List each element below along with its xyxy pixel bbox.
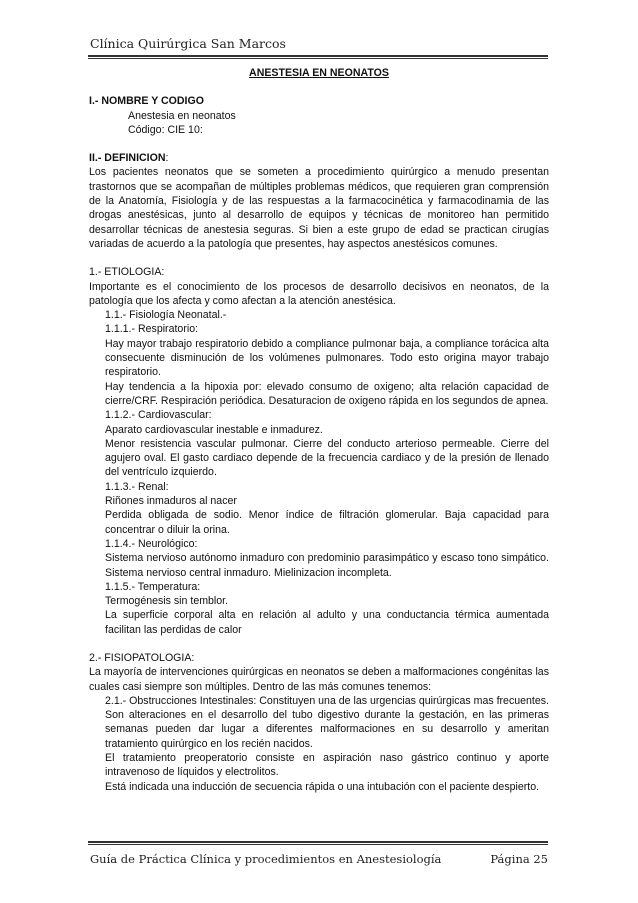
respiratorio-text-1: Hay mayor trabajo respiratorio debido a compliance pulmonar baja, a compliance torácica alta consecuente disminución de los volúmenes pulmonares. Todo esto origina mayor trabajo respiratorio.: [105, 337, 549, 379]
etiologia-subsections: [89, 308, 549, 637]
obstrucciones-intestinales-text: 2.1.- Obstrucciones Intestinales: Constituyen una de las urgencias quirúrgicas mas frecuentes. Son alteraciones en el desarrollo del tubo digestivo durante la gestación, en las primeras semanas pueden dar lugar a diferentes malformaciones en su desarrollo y ameritan tratamiento quirúrgico en los recién nacidos.: [105, 694, 549, 750]
subheading-respiratorio: 1.1.1.- Respiratorio:: [105, 323, 199, 336]
spacer: [89, 137, 549, 151]
section-heading-fisiopatologia: 2.- FISIOPATOLOGIA:: [89, 651, 195, 664]
definicion-text: Los pacientes neonatos que se someten a procedimiento quirúrgico a menudo presentan trastornos que se acompañan de múltiples problemas médicos, que requieren gran comprensión de la Anatomía, Fisiología y de las respuestas a la farmacocinética y farmacodinamia de las drogas anestésicas, junto al desarrollo de equipos y técnicas de monitoreo han permitido desarrollar técnicas de anestesia seguras. Si bien a este grupo de edad se practican cirugías variadas de acuerdo a la patología que presentes, hay aspectos anestésicos comunes.: [89, 166, 549, 250]
tratamiento-preoperatorio-text: El tratamiento preoperatorio consiste en aspiración naso gástrico continuo y aporte intravenoso de líquidos y electrolitos.: [105, 752, 549, 779]
section-heading-etiologia: 1.- ETIOLOGIA:: [89, 266, 165, 279]
page-title: ANESTESIA EN NEONATOS: [249, 67, 389, 79]
subheading-fisiologia-neonatal: 1.1.- Fisiología Neonatal.-: [105, 309, 227, 322]
temperatura-text-2: La superficie corporal alta en relación al adulto y una conductancia térmica aumentada facilitan las perdidas de calor: [105, 609, 549, 636]
cardiovascular-text-2: Menor resistencia vascular pulmonar. Cierre del conducto arterioso permeable. Cierre del agujero oval. El gasto cardiaco depende de la frecuencia cardiaco y de la presión de llenado del ventrículo izquierdo.: [105, 437, 549, 479]
section-heading-definicion: II.- DEFINICION: [89, 152, 166, 165]
page-number: Página 25: [490, 852, 548, 866]
neurologico-text: Sistema nervioso autónomo inmaduro con predominio parasimpático y escaso tono simpático. Sistema nervioso central inmaduro. Mielinizacion incompleta.: [105, 552, 549, 579]
spacer: [89, 251, 549, 265]
definicion-colon: :: [165, 152, 169, 165]
spacer: [89, 637, 549, 651]
definicion-heading-line: [89, 151, 549, 165]
running-footer: Guía de Práctica Clínica y procedimientos en Anestesiología: [90, 852, 442, 866]
footer-rule-thin: [88, 844, 548, 845]
temperatura-text-1: Termogénesis sin temblor.: [105, 595, 229, 608]
renal-text-1: Riñones inmaduros al nacer: [105, 495, 237, 508]
subheading-renal: 1.1.3.- Renal:: [105, 480, 169, 493]
respiratorio-text-2: Hay tendencia a la hipoxia por: elevado consumo de oxigeno; alta relación capacidad de cierre/CRF. Respiración periódica. Desaturacion de oxigeno rápida en los segundos de apnea.: [105, 380, 549, 407]
name-line: Anestesia en neonatos: [128, 109, 236, 122]
etiologia-intro: Importante es el conocimiento de los procesos de desarrollo decisivos en neonatos, de la patología que los afecta y como afectan a la atención anestésica.: [89, 280, 549, 307]
subheading-temperatura: 1.1.5.- Temperatura:: [105, 580, 201, 593]
induccion-text: Está indicada una inducción de secuencia rápida o una intubación con el paciente despierto.: [105, 780, 540, 793]
fisiopatologia-intro: La mayoría de intervenciones quirúrgicas en neonatos se deben a malformaciones congénitas las cuales casi siempre son múltiples. Dentro de las más comunes tenemos:: [89, 666, 549, 693]
running-header: Clínica Quirúrgica San Marcos: [90, 36, 286, 51]
header-rule: [88, 55, 548, 57]
cardiovascular-text-1: Aparato cardiovascular inestable e inmadurez.: [105, 423, 323, 436]
subheading-cardiovascular: 1.1.2.- Cardiovascular:: [105, 409, 212, 422]
section-heading-nombre: I.- NOMBRE Y CODIGO: [89, 95, 204, 108]
footer-rule: [88, 841, 548, 843]
document-body: [89, 66, 549, 794]
header-rule-thin: [88, 58, 548, 59]
code-line: Código: CIE 10:: [128, 123, 203, 136]
renal-text-2: Perdida obligada de sodio. Menor índice de filtración glomerular. Baja capacidad para concentrar o diluir la orina.: [105, 509, 549, 536]
fisiopatologia-subsections: [89, 694, 549, 794]
subheading-neurologico: 1.1.4.- Neurológico:: [105, 537, 198, 550]
